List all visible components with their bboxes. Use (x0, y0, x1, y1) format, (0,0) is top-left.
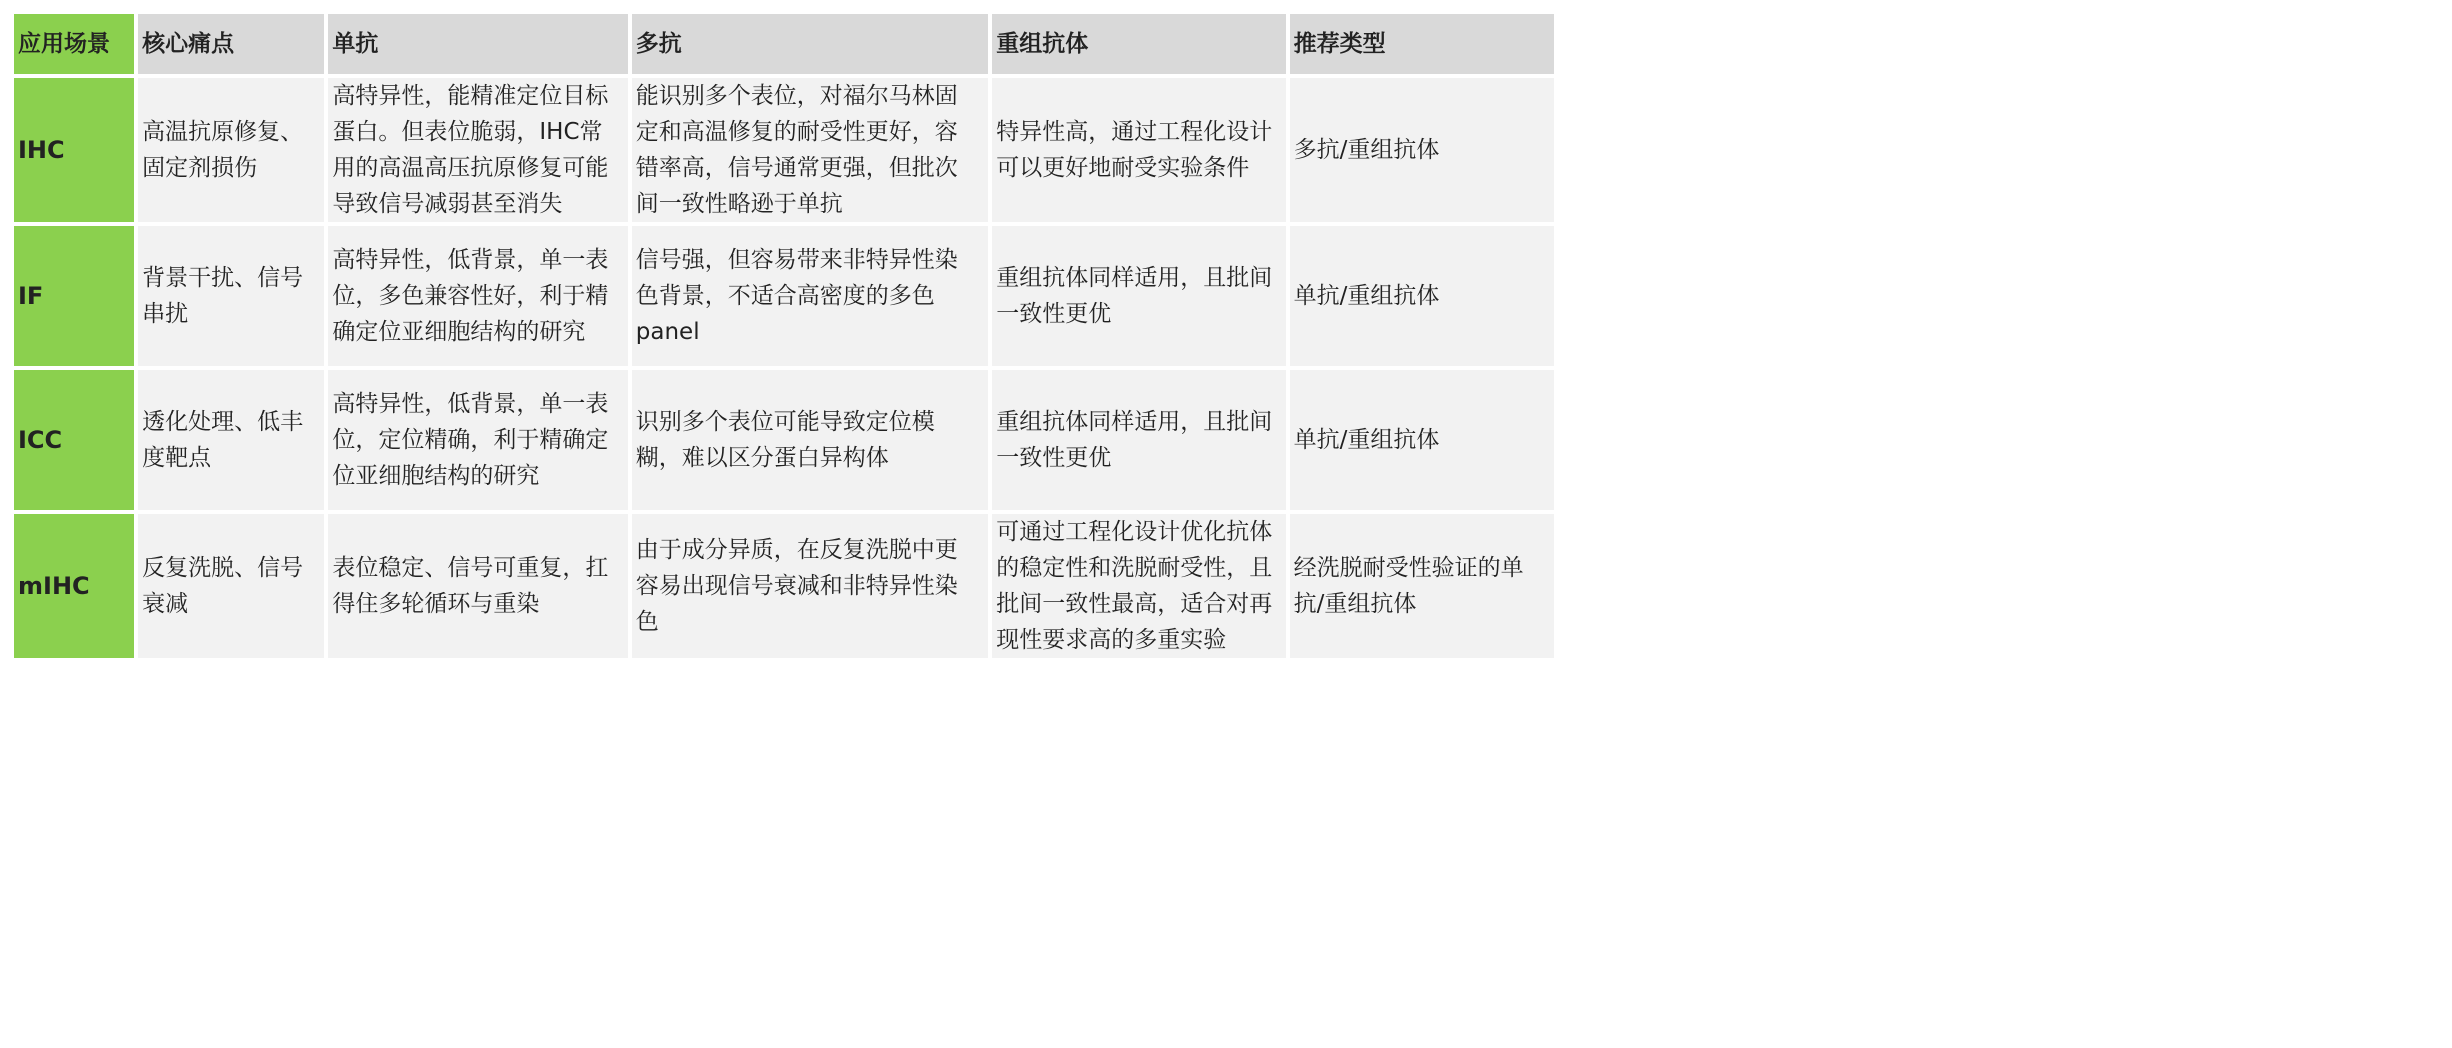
table-row (14, 78, 1554, 222)
pain-point-cell: 背景干扰、信号 串扰 (138, 226, 324, 366)
antibody-comparison-table-container (10, 10, 1558, 660)
table-row (14, 226, 1554, 366)
header-monoclonal: 单抗 (328, 14, 627, 74)
scene-cell: IHC (14, 78, 134, 222)
recommended-type-cell: 经洗脱耐受性验证的单 抗/重组抗体 (1290, 514, 1554, 658)
header-polyclonal: 多抗 (632, 14, 988, 74)
polyclonal-cell: 由于成分异质，在反复洗脱中更 容易出现信号衰减和非特异性染 色 (632, 514, 988, 658)
recombinant-cell: 重组抗体同样适用，且批间 一致性更优 (992, 226, 1285, 366)
recommended-type-cell: 单抗/重组抗体 (1290, 370, 1554, 510)
monoclonal-cell: 高特异性，低背景，单一表 位，多色兼容性好，利于精 确定位亚细胞结构的研究 (328, 226, 627, 366)
recommended-type-cell: 多抗/重组抗体 (1290, 78, 1554, 222)
scene-cell: ICC (14, 370, 134, 510)
antibody-comparison-table (10, 10, 1558, 662)
header-recommended-type: 推荐类型 (1290, 14, 1554, 74)
recombinant-cell: 特异性高，通过工程化设计 可以更好地耐受实验条件 (992, 78, 1285, 222)
scene-cell: mIHC (14, 514, 134, 658)
polyclonal-cell: 信号强，但容易带来非特异性染 色背景，不适合高密度的多色 panel (632, 226, 988, 366)
scene-cell: IF (14, 226, 134, 366)
polyclonal-cell: 识别多个表位可能导致定位模 糊，难以区分蛋白异构体 (632, 370, 988, 510)
header-row (14, 14, 1554, 74)
polyclonal-cell: 能识别多个表位，对福尔马林固 定和高温修复的耐受性更好，容 错率高，信号通常更强，但批次 间一致性略逊于单抗 (632, 78, 988, 222)
header-pain-point: 核心痛点 (138, 14, 324, 74)
monoclonal-cell: 高特异性，能精准定位目标 蛋白。但表位脆弱，IHC常 用的高温高压抗原修复可能 导致信号减弱甚至消失 (328, 78, 627, 222)
header-scene: 应用场景 (14, 14, 134, 74)
pain-point-cell: 透化处理、低丰 度靶点 (138, 370, 324, 510)
table-row (14, 514, 1554, 658)
table-row (14, 370, 1554, 510)
header-recombinant: 重组抗体 (992, 14, 1285, 74)
recombinant-cell: 可通过工程化设计优化抗体 的稳定性和洗脱耐受性，且 批间一致性最高，适合对再 现性要求高的多重实验 (992, 514, 1285, 658)
monoclonal-cell: 高特异性，低背景，单一表 位，定位精确，利于精确定 位亚细胞结构的研究 (328, 370, 627, 510)
recombinant-cell: 重组抗体同样适用，且批间 一致性更优 (992, 370, 1285, 510)
pain-point-cell: 反复洗脱、信号 衰减 (138, 514, 324, 658)
pain-point-cell: 高温抗原修复、 固定剂损伤 (138, 78, 324, 222)
recommended-type-cell: 单抗/重组抗体 (1290, 226, 1554, 366)
monoclonal-cell: 表位稳定、信号可重复，扛 得住多轮循环与重染 (328, 514, 627, 658)
